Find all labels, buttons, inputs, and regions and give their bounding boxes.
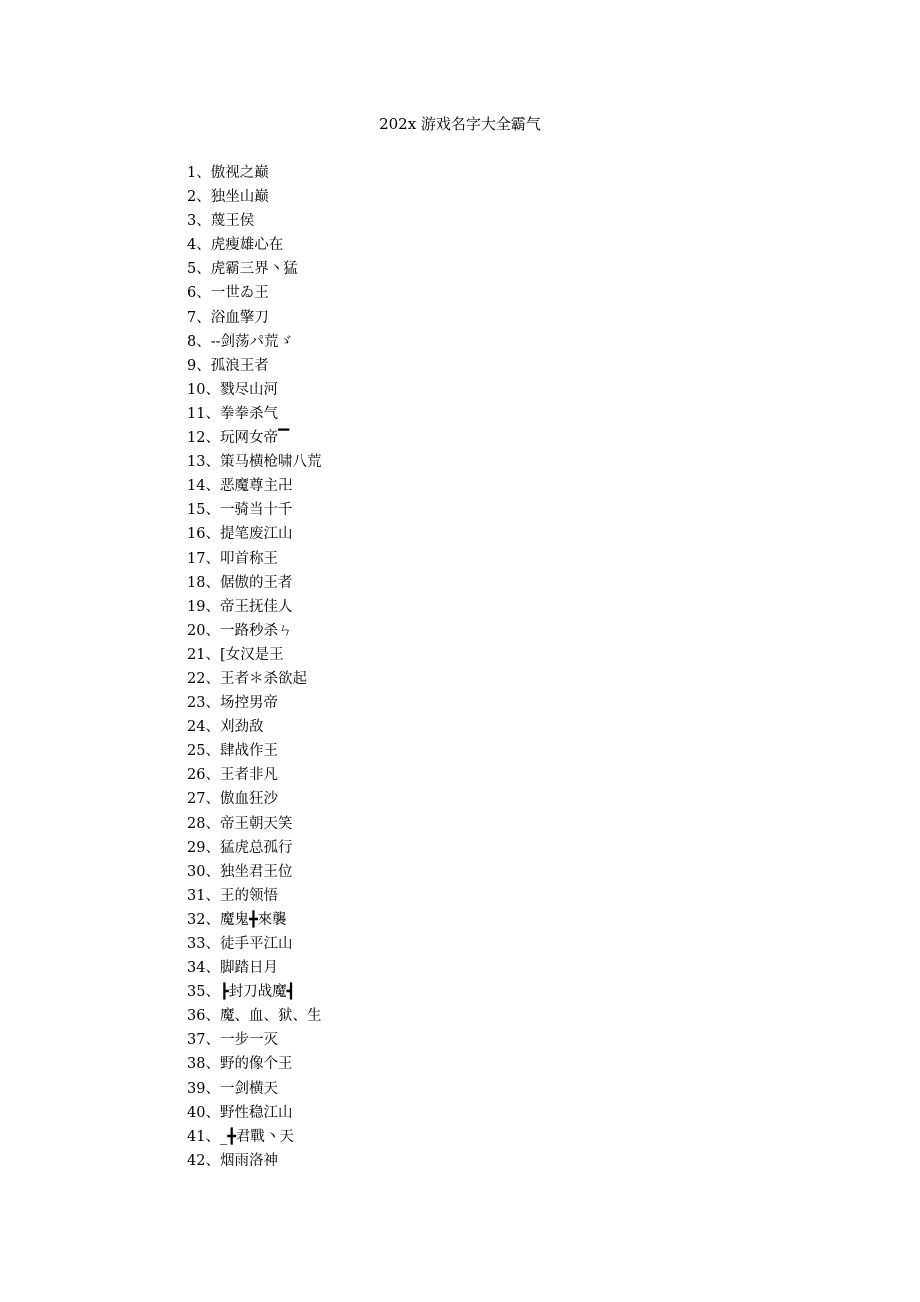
list-item: 27、傲血狂沙 <box>187 791 278 808</box>
list-item: 11、拳拳杀气 <box>187 405 278 422</box>
list-item: 31、王的领悟 <box>187 887 278 904</box>
list-item: 7、浴血擎刀 <box>187 309 269 326</box>
list-item: 24、刈劲敌 <box>187 719 264 736</box>
list-item: 18、倨傲的王者 <box>187 574 293 591</box>
list-item: 21、[女汉是王 <box>187 646 284 663</box>
document-title: 202x 游戏名字大全霸气 <box>379 115 541 133</box>
list-item: 22、王者＊杀欲起 <box>187 670 307 687</box>
list-item: 34、脚踏日月 <box>187 960 278 977</box>
list-item: 37、一步一灭 <box>187 1032 278 1049</box>
list-item: 5、虎霸三界丶猛 <box>187 261 298 278</box>
list-item: 40、野性稳江山 <box>187 1104 293 1121</box>
list-item: 3、蔑王侯 <box>187 213 255 230</box>
list-item: 9、孤浪王者 <box>187 357 269 374</box>
list-item: 26、王者非凡 <box>187 767 278 784</box>
list-item: 42、烟雨洛神 <box>187 1152 278 1169</box>
list-item: 12、玩网女帝▔ <box>187 430 290 447</box>
list-item: 19、帝王抚佳人 <box>187 598 293 615</box>
list-item: 2、独坐山巅 <box>187 189 269 206</box>
list-item: 39、一剑横天 <box>187 1080 278 1097</box>
list-item: 4、虎瘦雄心在 <box>187 237 284 254</box>
list-item: 35、┣封刀战魔┫ <box>187 984 296 1001</box>
list-item: 8、--剑荡パ荒ゞ <box>187 333 294 350</box>
list-item: 17、叩首称王 <box>187 550 278 567</box>
list-item: 13、策马横枪啸八荒 <box>187 454 322 471</box>
list-item: 16、提笔废江山 <box>187 526 293 543</box>
list-item: 20、一路秒杀ㄣ <box>187 622 293 639</box>
list-item: 28、帝王朝天笑 <box>187 815 293 832</box>
list-item: 25、肆战作王 <box>187 743 278 760</box>
list-item: 41、_╋君戰丶天 <box>187 1128 294 1145</box>
list-item: 23、场控男帝 <box>187 695 278 712</box>
game-name-list <box>187 161 321 1173</box>
list-item: 10、戮尽山河 <box>187 381 278 398</box>
list-item: 15、一骑当十千 <box>187 502 293 519</box>
list-item: 14、恶魔尊主卍 <box>187 478 293 495</box>
list-item: 33、徒手平江山 <box>187 936 293 952</box>
list-item: 6、一世ゐ王 <box>187 285 269 302</box>
list-item: 30、独坐君王位 <box>187 863 293 880</box>
list-item: 38、野的像个王 <box>187 1056 293 1073</box>
list-item: 29、猛虎总孤行 <box>187 839 293 856</box>
list-item: 36、魔、血、狱、生 <box>187 1008 322 1025</box>
list-item: 32、魔鬼╋來襲 <box>187 911 287 928</box>
list-item: 1、傲视之巅 <box>187 165 269 181</box>
